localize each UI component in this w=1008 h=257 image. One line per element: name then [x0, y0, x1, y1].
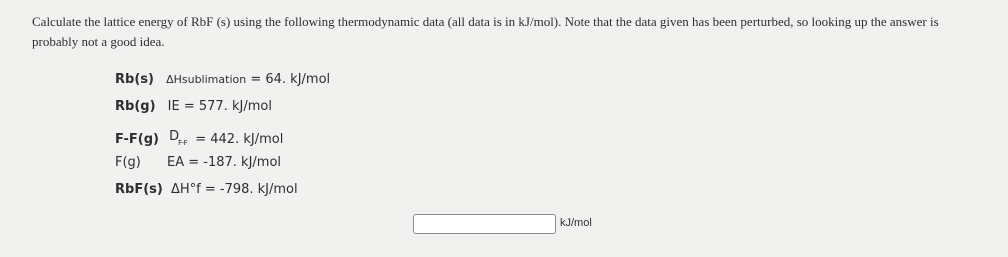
quantity-value: = 442. kJ/mol	[195, 132, 284, 147]
quantity-value: = 64. kJ/mol	[250, 72, 331, 87]
species-label: Rb(g)	[115, 99, 156, 114]
quantity-label: ΔHsublimation	[166, 73, 247, 86]
answer-unit-label: kJ/mol	[560, 217, 592, 229]
answer-input[interactable]	[413, 214, 556, 234]
data-line-f2-gas	[115, 127, 283, 148]
species-label: F-F(g)	[115, 132, 159, 147]
quantity-value: = -798. kJ/mol	[204, 182, 298, 197]
data-line-rbf-solid	[115, 182, 298, 198]
data-line-f-gas	[115, 155, 281, 171]
species-label: Rb(s)	[115, 72, 154, 87]
quantity-label: EA	[167, 155, 185, 170]
species-label: F(g)	[115, 155, 141, 170]
quantity-label: ΔH°f	[170, 182, 201, 197]
quantity-value: = 577. kJ/mol	[183, 99, 272, 114]
bond-dissociation-symbol: D F-F	[169, 129, 188, 147]
question-text: Calculate the lattice energy of RbF (s) using the following thermodynamic data (all data is in kJ/mol). Note that the data given has been perturbed, so looking up the answer is probably not a good idea.	[32, 14, 939, 49]
data-line-rb-solid	[115, 72, 330, 88]
quantity-value: = -187. kJ/mol	[188, 155, 282, 170]
data-line-rb-gas	[115, 99, 272, 115]
species-label: RbF(s)	[115, 182, 163, 197]
quantity-label: IE	[167, 99, 180, 114]
